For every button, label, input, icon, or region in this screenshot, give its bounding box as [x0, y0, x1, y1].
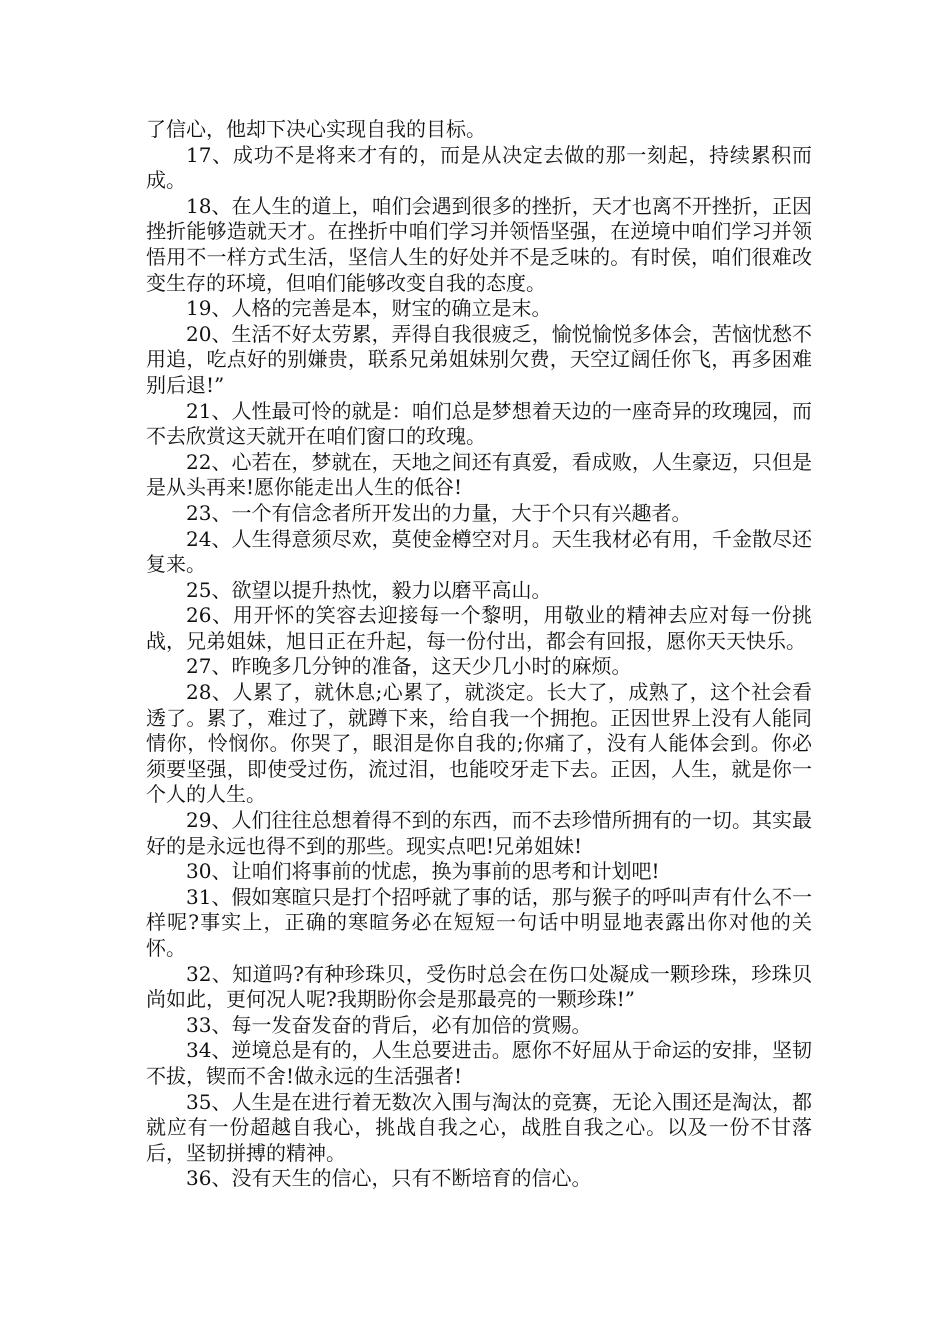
- paragraph-17: 17、成功不是将来才有的，而是从决定去做的那一刻起，持续累积而成。: [146, 142, 812, 193]
- document-body: [146, 117, 812, 1192]
- paragraph-25: 25、欲望以提升热忱，毅力以磨平高山。: [186, 577, 552, 602]
- paragraph-31: 31、假如寒暄只是打个招呼就了事的话，那与猴子的呼叫声有什么不一样呢?事实上，正确的寒暄务必在短短一句话中明显地表露出你对他的关怀。: [146, 884, 812, 960]
- paragraph-22: 22、心若在，梦就在，天地之间还有真爱，看成败，人生豪迈，只但是是从头再来!愿你能走出人生的低谷!: [146, 449, 812, 500]
- paragraph-32: 32、知道吗?有种珍珠贝，受伤时总会在伤口处凝成一颗珍珠，珍珠贝尚如此，更何况人呢?我期盼你会是那最亮的一颗珍珠!”: [146, 961, 812, 1012]
- paragraph-35: 35、人生是在进行着无数次入围与淘汰的竞赛，无论入围还是淘汰，都就应有一份超越自我心，挑战自我之心，战胜自我之心。以及一份不甘落后，坚韧拼搏的精神。: [146, 1089, 812, 1165]
- paragraph-20: 20、生活不好太劳累，弄得自我很疲乏，愉悦愉悦多体会，苦恼忧愁不用追，吃点好的别嫌贵，联系兄弟姐妹别欠费，天空辽阔任你飞，再多困难别后退!”: [146, 321, 812, 397]
- paragraph-30: 30、让咱们将事前的忧虑，换为事前的思考和计划吧!: [186, 859, 660, 884]
- paragraph-26: 26、用开怀的笑容去迎接每一个黎明，用敬业的精神去应对每一份挑战，兄弟姐妹，旭日正在升起，每一份付出，都会有回报，愿你天天快乐。: [146, 603, 812, 653]
- paragraph-23: 23、一个有信念者所开发出的力量，大于个只有兴趣者。: [186, 500, 692, 525]
- paragraph-28: 28、人累了，就休息;心累了，就淡定。长大了，成熟了，这个社会看透了。累了，难过了，就蹲下来，给自我一个拥抱。正因世界上没有人能同情你，怜悯你。你哭了，眼泪是你自我的;你痛了，没有人能体会到。你必须要坚强，即使受过伤，流过泪，也能咬牙走下去。正因，人生，就是你一个人的人生。: [146, 680, 812, 807]
- paragraph-27: 27、昨晚多几分钟的准备，这天少几小时的麻烦。: [186, 654, 632, 679]
- paragraph-continuation: 了信心，他却下决心实现自我的目标。: [146, 117, 486, 141]
- paragraph-33: 33、每一发奋发奋的背后，必有加倍的赏赐。: [186, 1012, 592, 1037]
- paragraph-29: 29、人们往往总想着得不到的东西，而不去珍惜所拥有的一切。其实最好的是永远也得不到的那些。现实点吧!兄弟姐妹!: [146, 808, 812, 858]
- paragraph-34: 34、逆境总是有的，人生总要进击。愿你不好屈从于命运的安排，坚韧不拔，锲而不舍!做永远的生活强者!: [146, 1038, 812, 1088]
- paragraph-24: 24、人生得意须尽欢，莫使金樽空对月。天生我材必有用，千金散尽还复来。: [146, 526, 812, 577]
- paragraph-19: 19、人格的完善是本，财宝的确立是末。: [186, 296, 552, 321]
- paragraph-21: 21、人性最可怜的就是：咱们总是梦想着天边的一座奇异的玫瑰园，而不去欣赏这天就开在咱们窗口的玫瑰。: [146, 398, 812, 449]
- paragraph-36: 36、没有天生的信心，只有不断培育的信心。: [186, 1166, 592, 1191]
- paragraph-18: 18、在人生的道上，咱们会遇到很多的挫折，天才也离不开挫折，正因挫折能够造就天才。在挫折中咱们学习并领悟坚强，在逆境中咱们学习并领悟用不一样方式生活，坚信人生的好处并不是乏味的。有时侯，咱们很难改变生存的环境，但咱们能够改变自我的态度。: [146, 193, 812, 295]
